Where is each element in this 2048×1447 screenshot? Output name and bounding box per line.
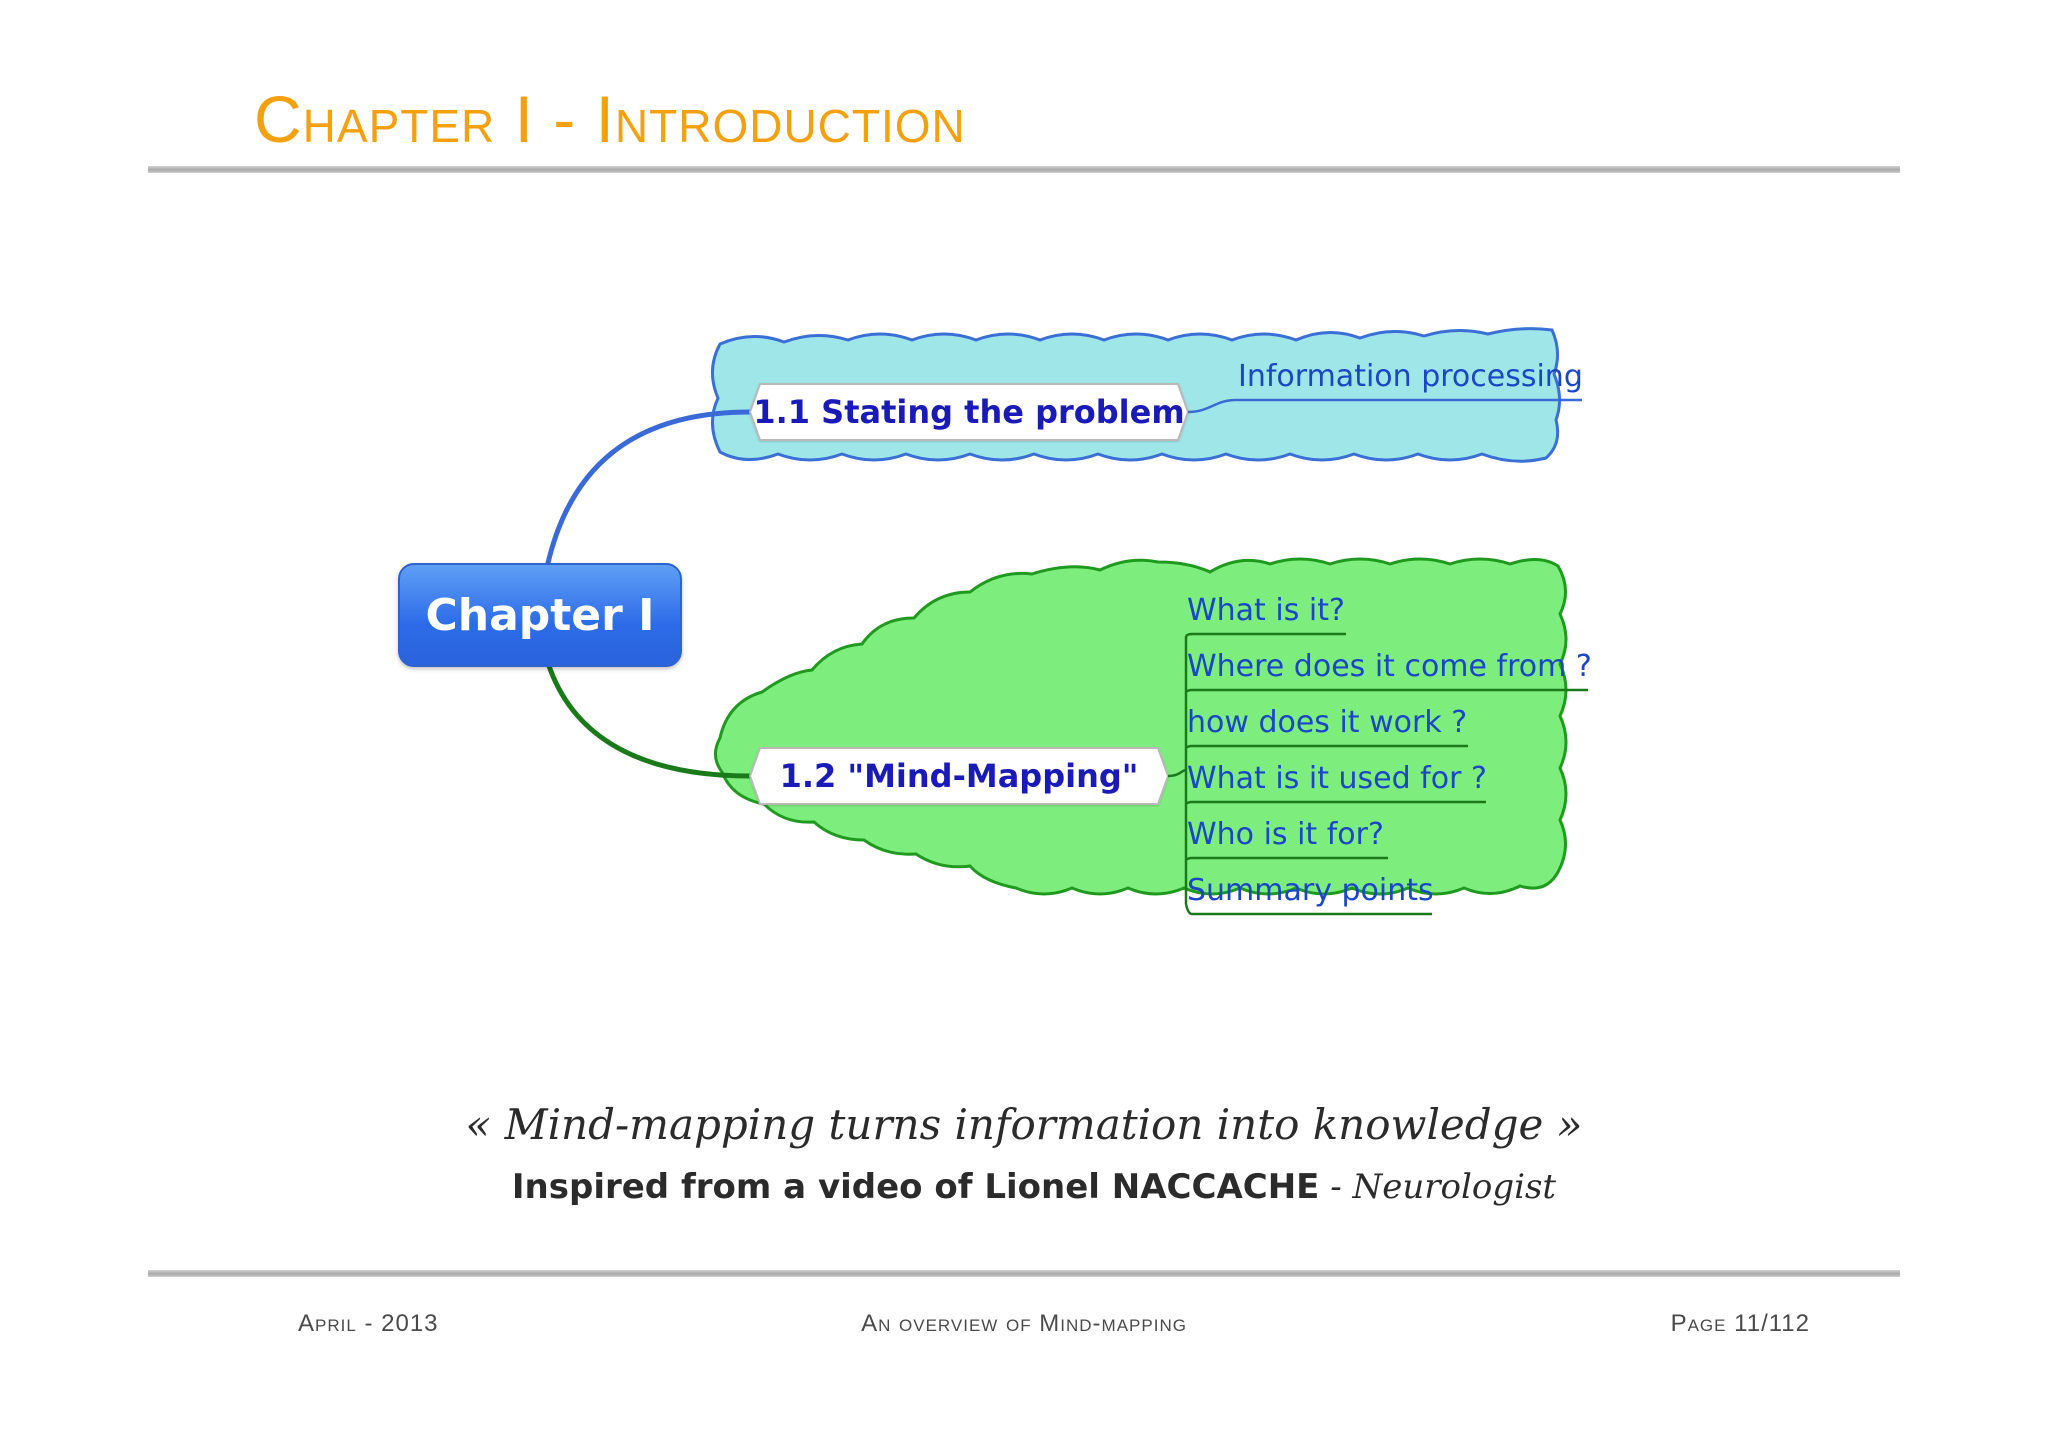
topic-stating-problem[interactable]: 1.1 Stating the problem xyxy=(753,393,1185,431)
root-node[interactable]: Chapter I xyxy=(398,563,682,667)
quote-credit-lead: Inspired from a video of Lionel NACCACHE xyxy=(511,1167,1320,1207)
header-divider xyxy=(148,166,1900,173)
quote-text: « Mind-mapping turns information into knowledge » xyxy=(465,1100,1583,1149)
page-title: Chapter I - Introduction xyxy=(254,82,966,156)
quote-credit xyxy=(0,1167,2048,1207)
leaf-where-does-it-come-from[interactable]: Where does it come from ? xyxy=(1187,649,1592,684)
leaf-summary-points[interactable]: Summary points xyxy=(1187,873,1434,908)
leaf-how-does-it-work[interactable]: how does it work ? xyxy=(1187,705,1468,740)
footer-date: April - 2013 xyxy=(298,1310,439,1337)
quote-credit-role: - Neurologist xyxy=(1330,1167,1557,1207)
footer-divider xyxy=(148,1270,1900,1277)
leaf-information-processing[interactable]: Information processing xyxy=(1238,359,1583,394)
topic-mind-mapping[interactable]: 1.2 "Mind-Mapping" xyxy=(779,757,1139,795)
mind-map xyxy=(380,300,1640,970)
leaf-who-is-it-for[interactable]: Who is it for? xyxy=(1187,817,1384,852)
leaf-what-is-it[interactable]: What is it? xyxy=(1187,593,1345,628)
footer-page-number: Page 11/112 xyxy=(1670,1310,1810,1337)
leaf-what-is-it-used-for[interactable]: What is it used for ? xyxy=(1187,761,1487,796)
footer-document-title: An overview of Mind-mapping xyxy=(861,1310,1187,1337)
